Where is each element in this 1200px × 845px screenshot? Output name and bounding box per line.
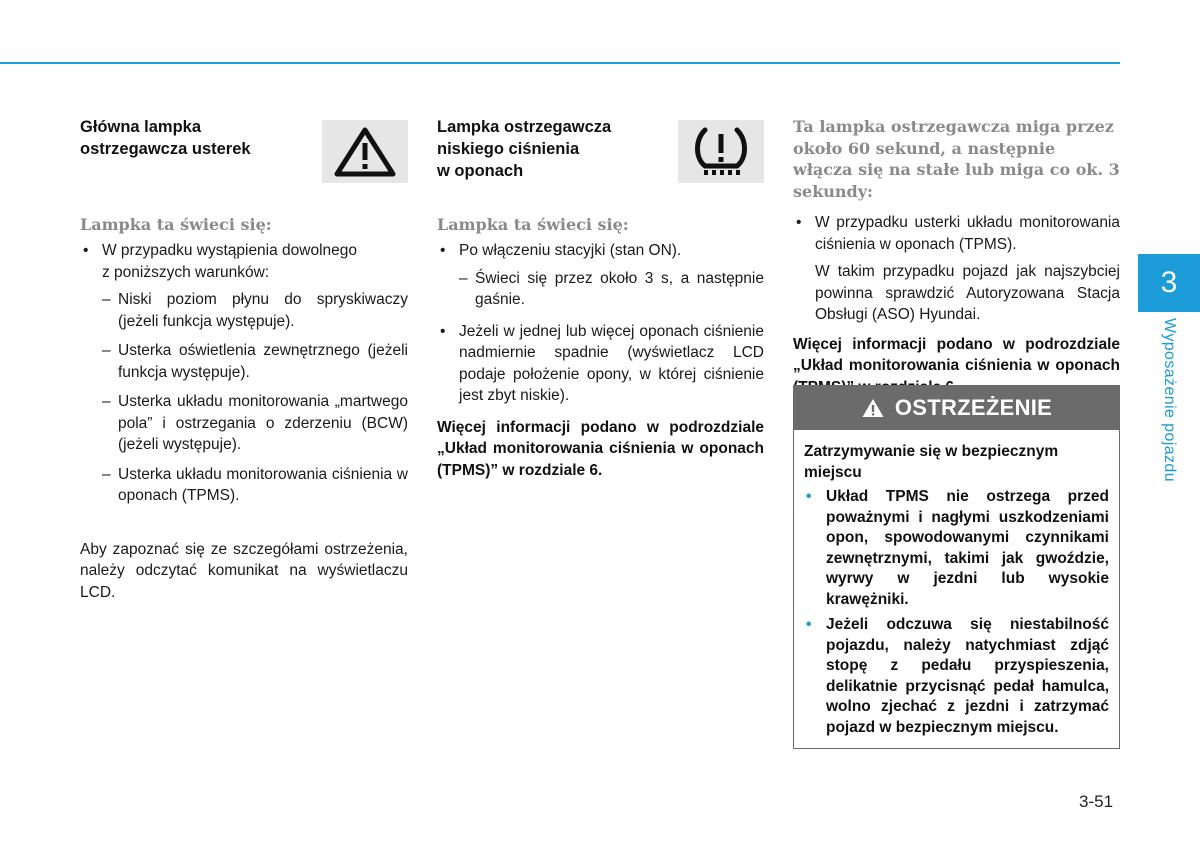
list-item: • Układ TPMS nie ostrzega przed poważnymi i nagłymi uszkodzeniami opon, spowodowanymi czynnikami zewnętrznymi, takimi jak gwoździe, wyrwy w jezdni lub wysokie krawężniki. [804, 487, 1109, 610]
page-number: 3-51 [1079, 792, 1114, 811]
warning-subheading: Zatrzymywanie się w bezpiecznym miejscu [804, 443, 1059, 481]
section-title: Główna lampka ostrzegawcza usterek [80, 118, 251, 158]
list-item: • Jeżeli odczuwa się niestabilność pojazdu, należy natychmiast zdjąć stopę z pedału przyspieszenia, delikatnie przycisnąć pedał hamulca, wolno zjechać z jezdni i zatrzymać pojazd w bezpiecznym miejscu. [804, 615, 1109, 738]
warning-body [794, 430, 1119, 738]
tire-pressure-icon [678, 120, 764, 183]
reference-note: Więcej informacji podano w podrozdziale „Układ monitorowania ciśnienia w oponach [793, 335, 1120, 374]
column-tpms-malfunction [793, 116, 1120, 398]
column-master-warning [80, 116, 408, 603]
top-rule [0, 62, 1120, 64]
warning-triangle-icon [322, 120, 408, 183]
list-item: – Świeci się przez około 3 s, a następnie gaśnie. [459, 269, 764, 308]
section-header [437, 116, 764, 186]
chapter-label: Wyposażenie pojazdu [1161, 318, 1178, 482]
section-header [80, 116, 408, 186]
subheading: Lampka ta świeci się: [437, 215, 629, 234]
warning-box [793, 385, 1120, 749]
list-item: – Niski poziom płynu do spryskiwaczy (jeżeli funkcja występuje). [102, 291, 408, 330]
list-item: – Usterka układu monitorowania ciśnienia w oponach (TPMS). [102, 465, 408, 504]
section-title: Lampka ostrzegawcza niskiego ciśnienia w oponach [437, 118, 612, 180]
list-item: – Usterka układu monitorowania „martwego pola” i ostrzegania o zderzeniu (BCW) (jeżeli występuje). [102, 393, 408, 453]
reference-note: Więcej informacji podano w podrozdziale „Układ monitorowania ciśnienia w oponach (TPMS)” w rozdziale 6. [437, 418, 764, 479]
section-heading: Ta lampka ostrzegawcza miga przez około 60 sekund, a następnie włącza się na stałe lub miga co ok. 3 sekundy: [793, 117, 1120, 201]
subheading: Lampka ta świeci się: [80, 215, 272, 234]
list-item: – Usterka oświetlenia zewnętrznego (jeżeli funkcja występuje). [102, 342, 408, 381]
paragraph: W takim przypadku pojazd jak najszybciej powinna sprawdzić Autoryzowana Stacja Obsługi (ASO) Hyundai. [815, 263, 1120, 323]
warning-header [794, 386, 1119, 430]
list-item: • W przypadku usterki układu monitorowania ciśnienia w oponach (TPMS). [793, 212, 1120, 255]
chapter-tab: 3 [1138, 254, 1200, 312]
list-item: • W przypadku wystąpienia dowolnego z poniższych warunków: [80, 240, 408, 283]
warning-title: OSTRZEŻENIE [894, 395, 1053, 420]
list-item: • Jeżeli w jednej lub więcej oponach ciśnienie nadmiernie spadnie (wyświetlacz LCD podaje położenie opony, w której ciśnienie jest zbyt niskie). [437, 321, 764, 407]
paragraph: Aby zapoznać się ze szczegółami ostrzeżenia, należy odczytać komunikat na wyświetlaczu LCD. [80, 540, 408, 601]
list-item: • Po włączeniu stacyjki (stan ON). [437, 240, 764, 262]
column-tpms-warning [437, 116, 764, 481]
warning-icon [861, 397, 885, 419]
